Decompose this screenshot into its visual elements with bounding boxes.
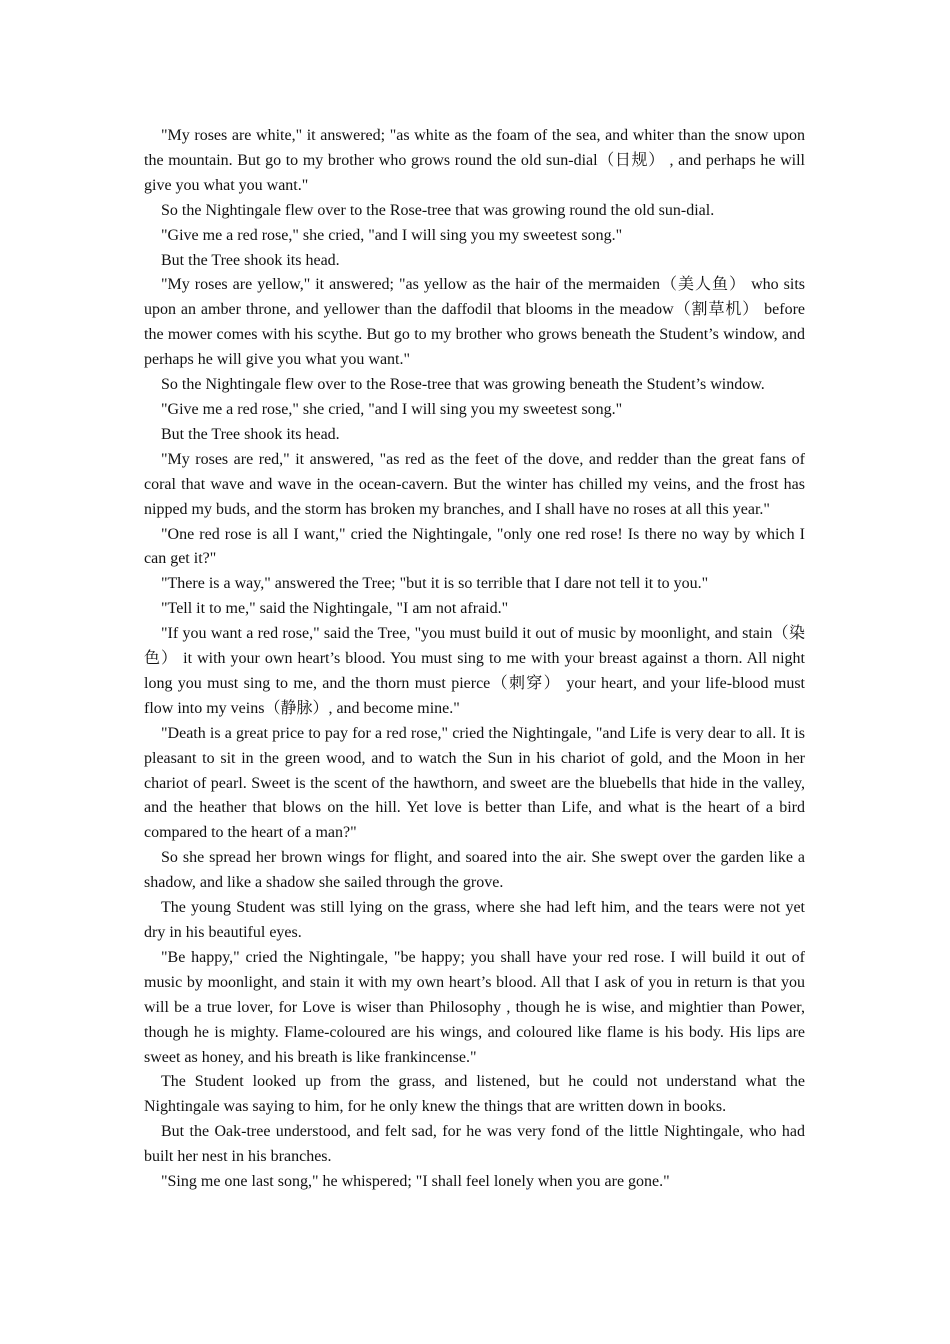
paragraph-build-out-of-music: "If you want a red rose," said the Tree, "you must build it out of music by moonlight, and stain（染色） it with your own heart’s blood. You must sing to me with your breast against a thorn. All night long you must sing to me, and the thorn must pierce（刺穿） your heart, and your life-blood must flow into my veins（静脉）, and become mine." [144,625,805,717]
paragraph-one-red-rose: "One red rose is all I want," cried the Nightingale, "only one red rose! Is there no way by which I can get it?" [144,525,805,568]
paragraph-white-roses: "My roses are white," it answered; "as white as the foam of the sea, and whiter than the snow upon the mountain. But go to my brother who grows round the old sun-dial（日规） , and perhaps he will give you what you want." [144,127,805,194]
story-text [144,124,805,1195]
paragraph-student-looked-up: The Student looked up from the grass, and listened, but he could not understand what the Nightingale was saying to him, for he only knew the things that are written down in books. [144,1073,805,1116]
paragraph-yellow-roses: "My roses are yellow," it answered; "as yellow as the hair of the mermaiden（美人鱼） who sits upon an amber throne, and yellower than the daffodil that blooms in the meadow（割草机） before the mower comes with his scythe. But go to my brother who grows beneath the Student’s window, and perhaps he will give you what you want." [144,276,805,369]
paragraph-tree-shook-head: But the Tree shook its head. [161,251,340,269]
paragraph-oak-tree-understood: But the Oak-tree understood, and felt sad, for he was very fond of the little Nightingale, who had built her nest in his branches. [144,1123,805,1166]
paragraph-be-happy: "Be happy," cried the Nightingale, "be happy; you shall have your red rose. I will build it out of music by moonlight, and stain it with my own heart’s blood. All that I ask of you in return is that you will be a true lover, for Love is wiser than Philosophy , though he is wise, and mightier than Power, though he is mighty. Flame-coloured are his wings, and coloured like flame is his body. His lips are sweet as honey, and his breath is like frankincense." [144,948,805,1066]
paragraph-death-is-a-great-price: "Death is a great price to pay for a red rose," cried the Nightingale, "and Life is very dear to all. It is pleasant to sit in the green wood, and to watch the Sun in his chariot of gold, and the Moon in her chariot of pearl. Sweet is the scent of the hawthorn, and sweet are the bluebells that hide in the valley, and the heather that blows on the hill. Yet love is better than Life, and what is the heart of a bird compared to the heart of a man?" [144,724,805,842]
paragraph-spread-brown-wings: So she spread her brown wings for flight, and soared into the air. She swept over the garden like a shadow, and like a shadow she sailed through the grove. [144,849,805,892]
paragraph-red-roses: "My roses are red," it answered, "as red as the feet of the dove, and redder than the great fans of coral that wave and wave in the ocean-cavern. But the winter has chilled my veins, and the frost has nipped my buds, and the storm has broken my branches, and I shall have no roses at all this year." [144,450,805,518]
paragraph-tell-it-to-me: "Tell it to me," said the Nightingale, "I am not afraid." [161,600,509,618]
paragraph-student-on-grass: The young Student was still lying on the grass, where she had left him, and the tears were not yet dry in his beautiful eyes. [144,899,805,941]
paragraph-sing-me-one-last-song: "Sing me one last song," he whispered; "I shall feel lonely when you are gone." [161,1173,670,1191]
paragraph-give-me-red-rose: "Give me a red rose," she cried, "and I will sing you my sweetest song." [161,226,623,244]
paragraph-there-is-a-way: "There is a way," answered the Tree; "but it is so terrible that I dare not tell it to you." [161,575,709,593]
paragraph-flew-to-window: So the Nightingale flew over to the Rose-tree that was growing beneath the Student’s window. [161,376,765,394]
paragraph-flew-to-sundial: So the Nightingale flew over to the Rose-tree that was growing round the old sun-dial. [161,201,715,219]
paragraph-tree-shook-head-2: But the Tree shook its head. [161,425,340,443]
paragraph-give-me-red-rose-2: "Give me a red rose," she cried, "and I will sing you my sweetest song." [161,400,623,418]
